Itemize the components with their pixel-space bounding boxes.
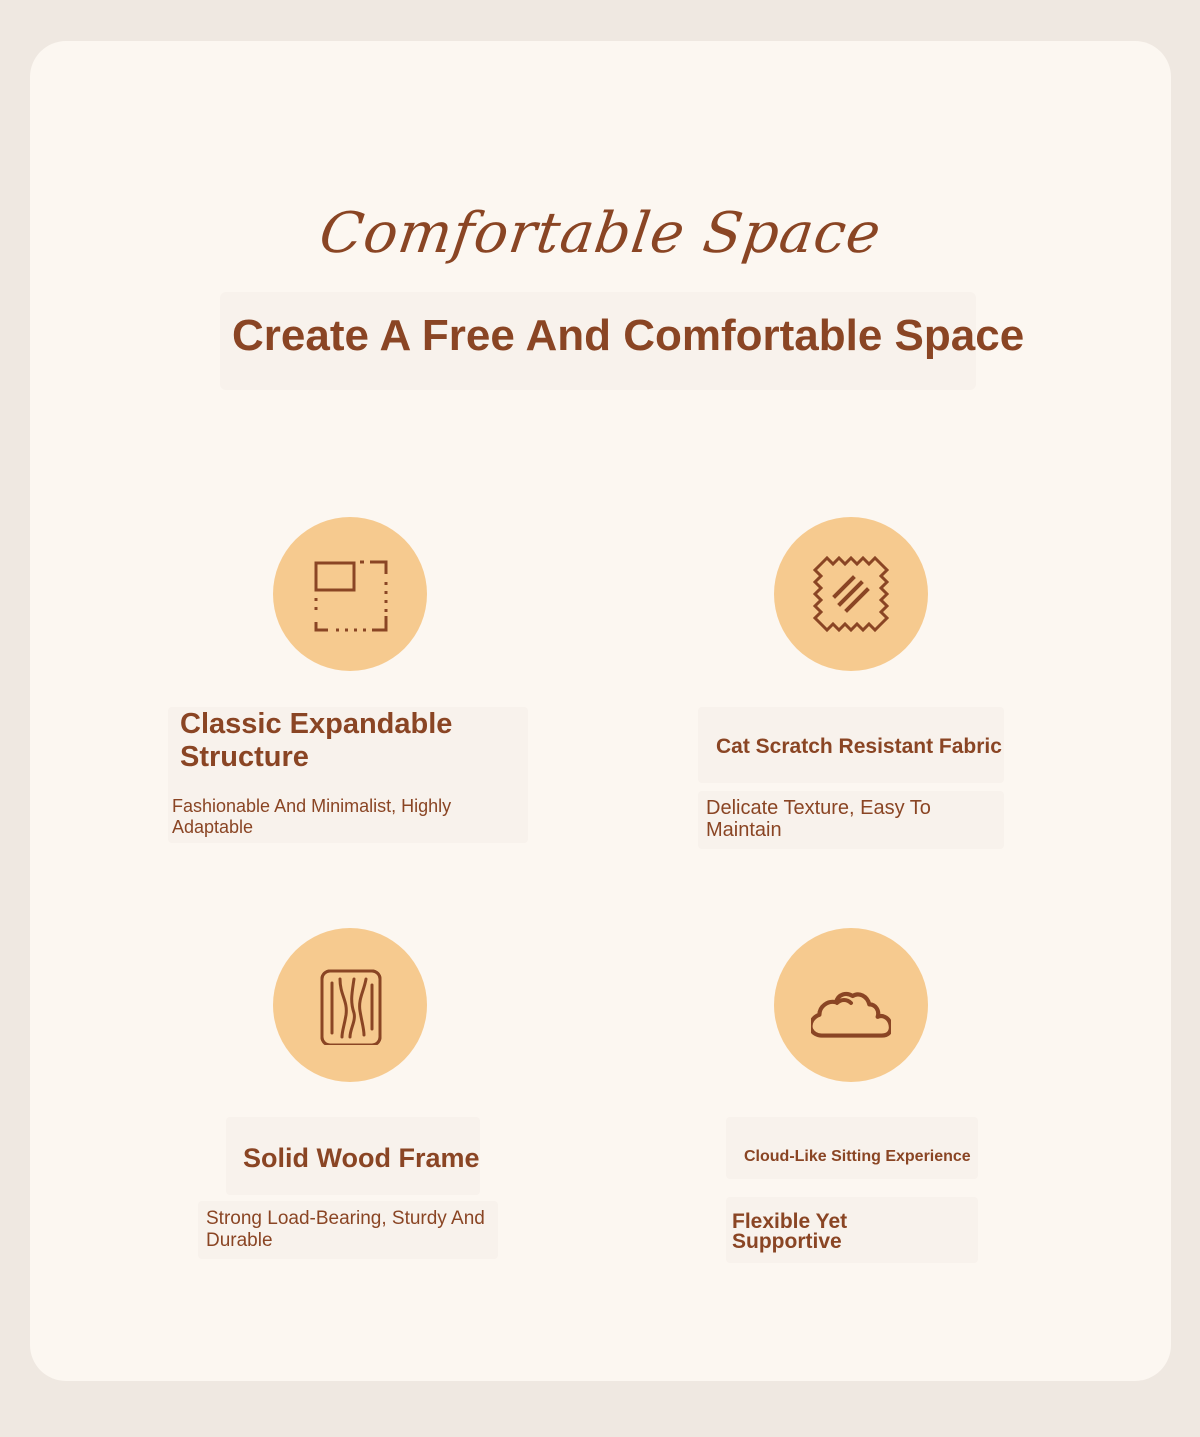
feature-icon-circle: [774, 517, 928, 671]
expand-frame-icon: [310, 554, 390, 634]
feature-description: Fashionable And Minimalist, Highly Adaptable: [172, 796, 452, 837]
feature-icon-circle: [273, 928, 427, 1082]
feature-title: Classic Expandable Structure: [180, 708, 453, 773]
feature-description: Strong Load-Bearing, Sturdy And Durable: [206, 1208, 485, 1251]
feature-description: Flexible Yet Supportive: [732, 1210, 848, 1253]
feature-icon-circle: [273, 517, 427, 671]
feature-title: Cat Scratch Resistant Fabric: [716, 735, 1002, 758]
cloud-icon: [811, 965, 891, 1045]
feature-title: Cloud-Like Sitting Experience: [744, 1148, 971, 1165]
wood-grain-icon: [310, 965, 390, 1045]
script-title: Comfortable Space: [315, 201, 886, 266]
feature-title: Solid Wood Frame: [243, 1143, 480, 1173]
headline: Create A Free And Comfortable Space: [232, 311, 1025, 360]
feature-description: Delicate Texture, Easy To Maintain: [706, 797, 931, 841]
content-card: [30, 41, 1171, 1381]
feature-icon-circle: [774, 928, 928, 1082]
fabric-patch-icon: [811, 554, 891, 634]
